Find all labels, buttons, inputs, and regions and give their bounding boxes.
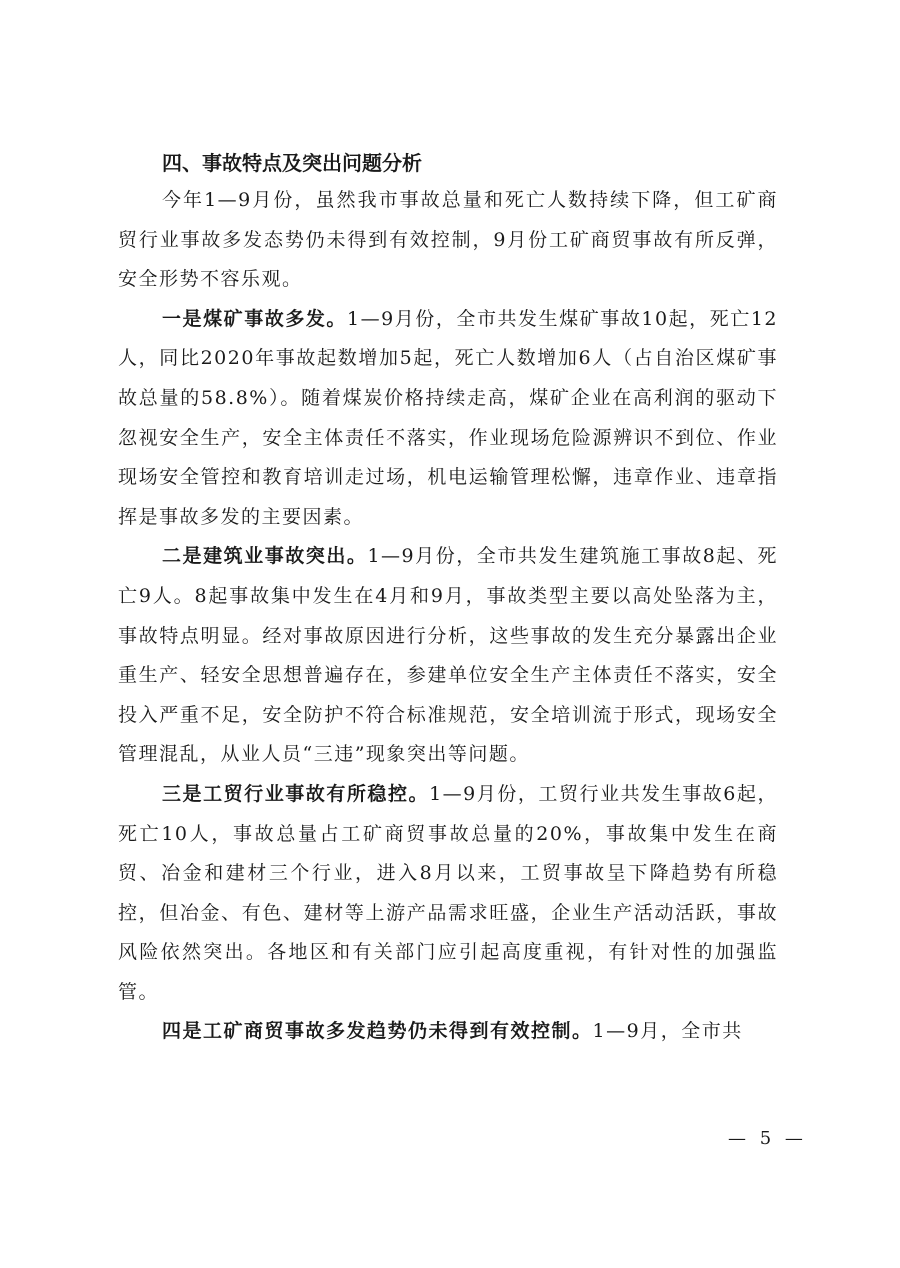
- paragraph-text: 今年1—9月份，虽然我市事故总量和死亡人数持续下降，但工矿商贸行业事故多发态势仍未得到有效控制，9月份工矿商贸事故有所反弹，安全形势不容乐观。: [118, 189, 778, 291]
- paragraph-construction: [118, 537, 778, 775]
- paragraph-text: 1—9月，全市共: [592, 1020, 743, 1043]
- section-heading: 四、事故特点及突出问题分析: [162, 151, 422, 175]
- paragraph-lead: 三是工贸行业事故有所稳控。: [162, 782, 430, 805]
- paragraph-coal-mine: [118, 300, 778, 538]
- paragraph-lead: 二是建筑业事故突出。: [162, 545, 368, 568]
- document-body: [118, 145, 778, 1052]
- paragraph-text: 1—9月份，工贸行业共发生事故6起，死亡10人，事故总量占工矿商贸事故总量的20%，事故集中发生在商贸、冶金和建材三个行业，进入8月以来，工贸事故呈下降趋势有所稳控，但冶金、有色、建材等上游产品需求旺盛，企业生产活动活跃，事故风险依然突出。各地区和有关部门应引起高度重视，有针对性的加强监管。: [118, 782, 778, 1003]
- page-number: — 5 —: [728, 1128, 807, 1149]
- paragraph-text: 1—9月份，全市共发生建筑施工事故8起、死亡9人。8起事故集中发生在4月和9月，事故类型主要以高处坠落为主，事故特点明显。经对事故原因进行分析，这些事故的发生充分暴露出企业重生产、轻安全思想普遍存在，参建单位安全生产主体责任不落实，安全投入严重不足，安全防护不符合标准规范，安全培训流于形式，现场安全管理混乱，从业人员“三违”现象突出等问题。: [118, 545, 778, 766]
- paragraph-industry-trade: [118, 775, 778, 1013]
- paragraph-intro: [118, 181, 778, 300]
- paragraph-mining-commerce: [118, 1012, 778, 1052]
- paragraph-text: 1—9月份，全市共发生煤矿事故10起，死亡12人，同比2020年事故起数增加5起，死亡人数增加6人（占自治区煤矿事故总量的58.8%）。随着煤炭价格持续走高，煤矿企业在高利润的驱动下忽视安全生产，安全主体责任不落实，作业现场危险源辨识不到位、作业现场安全管控和教育培训走过场，机电运输管理松懈，违章作业、违章指挥是事故多发的主要因素。: [118, 307, 779, 528]
- paragraph-lead: 四是工矿商贸事故多发趋势仍未得到有效控制。: [162, 1020, 593, 1043]
- paragraph-lead: 一是煤矿事故多发。: [162, 307, 347, 330]
